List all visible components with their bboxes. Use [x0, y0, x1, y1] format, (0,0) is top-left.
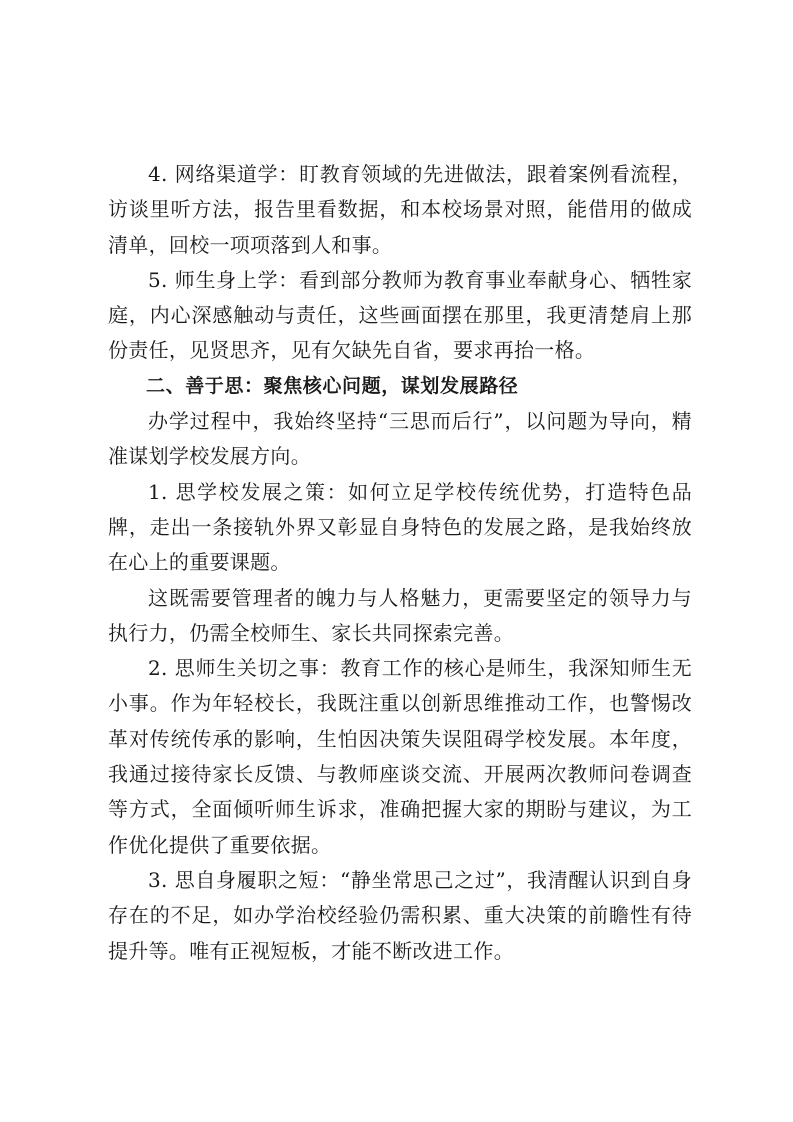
paragraph-school-development: 1. 思学校发展之策：如何立足学校传统优势，打造特色品牌，走出一条接轨外界又彰显自身特色的发展之路，是我始终放在心上的重要课题。 — [108, 479, 692, 575]
paragraph-teacher-student-concerns: 2. 思师生关切之事：教育工作的核心是师生，我深知师生无小事。作为年轻校长，我既注重以创新思维推动工作，也警惕改革对传统传承的影响，生怕因决策失误阻碍学校发展。本年度，我通过接待家长反馈、与教师座谈交流、开展两次教师问卷调查等方式，全面倾听师生诉求，准确把握大家的期盼与建议，为工作优化提供了重要依据。 — [108, 656, 692, 857]
paragraph-thinking-intro: 办学过程中，我始终坚持“三思而后行”，以问题为导向，精准谋划学校发展方向。 — [108, 409, 692, 469]
section-heading-thinking: 二、善于思：聚焦核心问题，谋划发展路径 — [146, 374, 519, 397]
paragraph-learn-from-teachers: 5. 师生身上学：看到部分教师为教育事业奉献身心、牺牲家庭，内心深感触动与责任，这些画面摆在那里，我更清楚肩上那份责任，见贤思齐，见有欠缺先自省，要求再抬一格。 — [108, 267, 692, 363]
paragraph-leadership: 这既需要管理者的魄力与人格魅力，更需要坚定的领导力与执行力，仍需全校师生、家长共同探索完善。 — [108, 585, 692, 645]
paragraph-network-learning: 4. 网络渠道学：盯教育领域的先进做法，跟着案例看流程，访谈里听方法，报告里看数据，和本校场景对照，能借用的做成清单，回校一项项落到人和事。 — [108, 162, 692, 257]
paragraph-self-reflection: 3. 思自身履职之短：“静坐常思己之过”，我清醒认识到自身存在的不足，如办学治校经验仍需积累、重大决策的前瞻性有待提升等。唯有正视短板，才能不断改进工作。 — [108, 867, 692, 963]
document-body — [108, 157, 692, 969]
